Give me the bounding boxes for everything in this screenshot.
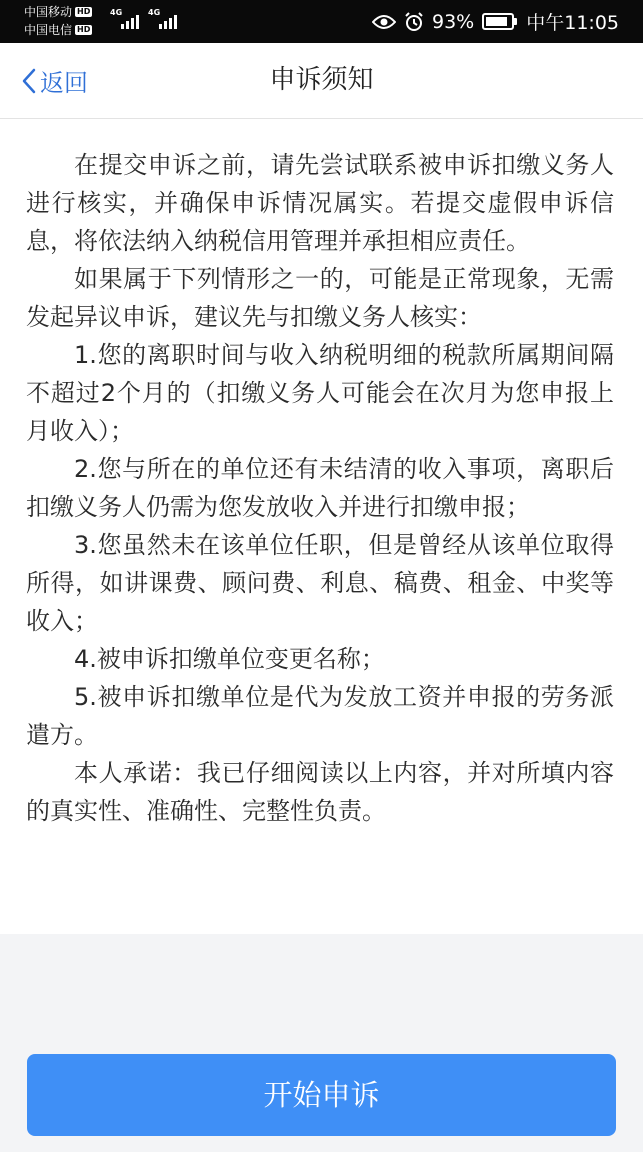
carrier-2-label: 中国电信: [24, 23, 73, 37]
signal-1-icon: [110, 9, 140, 29]
hd-badge: HD: [77, 7, 91, 16]
notice-item: 5.被申诉扣缴单位是代为发放工资并申报的劳务派遣方。: [26, 683, 614, 749]
notice-paragraph: 在提交申诉之前，请先尝试联系被申诉扣缴义务人进行核实，并确保申诉情况属实。若提交虚假申诉信息，将依法纳入纳税信用管理并承担相应责任。: [26, 151, 614, 255]
network-1-label: 4G: [110, 8, 123, 17]
carrier-info: [24, 3, 92, 39]
notice-panel: [0, 119, 643, 934]
notice-item: 1.您的离职时间与收入纳税明细的税款所属期间隔不超过2个月的（扣缴义务人可能会在次月为您申报上月收入）；: [26, 341, 614, 445]
notice-item: 2.您与所在的单位还有未结清的收入事项，离职后扣缴义务人仍需为您发放收入并进行扣缴申报；: [26, 455, 614, 521]
navigation-bar: [0, 43, 643, 119]
status-bar: [0, 0, 643, 43]
notice-item: 3.您虽然未在该单位任职，但是曾经从该单位取得所得，如讲课费、顾问费、利息、稿费、租金、中奖等收入；: [26, 531, 614, 635]
start-appeal-button[interactable]: 开始申诉: [27, 1054, 616, 1136]
network-2-label: 4G: [148, 8, 161, 17]
alarm-icon: [404, 12, 424, 32]
battery-icon: [482, 13, 514, 30]
back-button[interactable]: [22, 43, 88, 118]
carrier-1-label: 中国移动: [24, 5, 73, 19]
back-label: 返回: [40, 69, 88, 97]
commitment-statement: 本人承诺：我已仔细阅读以上内容，并对所填内容的真实性、准确性、完整性负责。: [26, 759, 614, 825]
hd-badge: HD: [77, 25, 91, 34]
eye-icon: [372, 14, 396, 30]
battery-percentage: 93%: [432, 10, 475, 33]
chevron-left-icon: [22, 68, 36, 94]
notice-text: [26, 146, 614, 830]
notice-item: 4.被申诉扣缴单位变更名称；: [74, 645, 385, 673]
signal-2-icon: [148, 9, 178, 29]
clock-time: 中午11:05: [526, 12, 619, 34]
page-title: 申诉须知: [269, 65, 374, 95]
signal-indicators: [110, 9, 178, 29]
notice-paragraph: 如果属于下列情形之一的，可能是正常现象，无需发起异议申诉，建议先与扣缴义务人核实：: [26, 265, 614, 331]
